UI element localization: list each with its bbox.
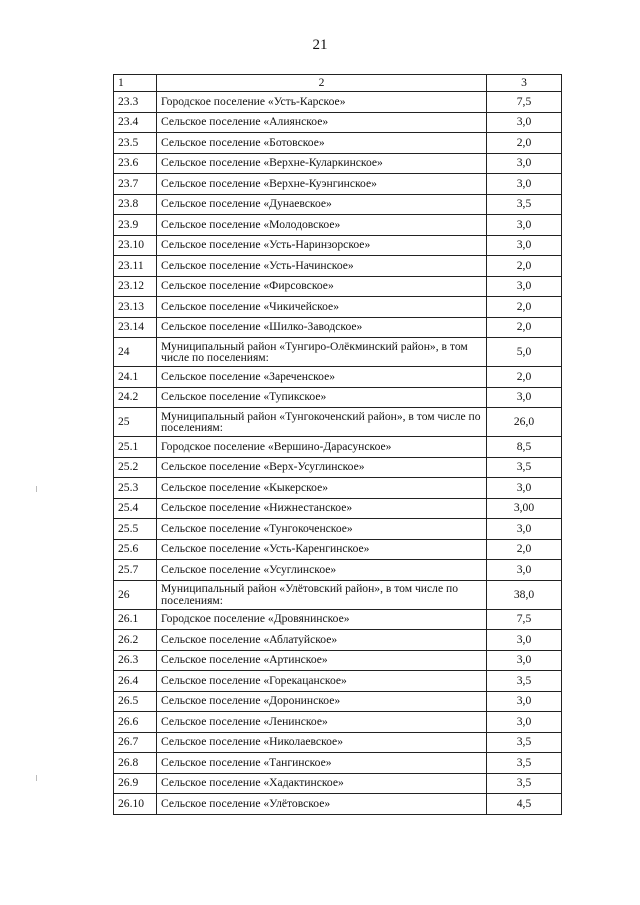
row-number: 26.3	[114, 650, 157, 671]
row-name: Сельское поселение «Дунаевское»	[157, 194, 487, 215]
table-row	[114, 732, 562, 753]
row-value: 2,0	[487, 367, 562, 388]
row-value: 3,0	[487, 215, 562, 236]
row-number: 26.5	[114, 691, 157, 712]
row-name: Сельское поселение «Хадактинское»	[157, 773, 487, 794]
row-value: 3,5	[487, 753, 562, 774]
table-row	[114, 112, 562, 133]
row-name: Сельское поселение «Улётовское»	[157, 794, 487, 815]
row-name: Сельское поселение «Ленинское»	[157, 712, 487, 733]
page-number: 21	[312, 37, 328, 53]
row-value: 7,5	[487, 609, 562, 630]
row-number: 25.5	[114, 519, 157, 540]
table-row	[114, 367, 562, 388]
row-number: 24	[114, 338, 157, 367]
row-number: 23.8	[114, 194, 157, 215]
row-name: Сельское поселение «Кыкерское»	[157, 478, 487, 499]
row-name: Сельское поселение «Молодовское»	[157, 215, 487, 236]
header-col-3: 3	[487, 75, 562, 92]
row-name: Городское поселение «Вершино-Дарасунское»	[157, 437, 487, 458]
table-row	[114, 387, 562, 408]
row-number: 26.2	[114, 630, 157, 651]
row-number: 25.2	[114, 457, 157, 478]
row-number: 26.6	[114, 712, 157, 733]
table-row	[114, 317, 562, 338]
row-value: 3,0	[487, 691, 562, 712]
row-number: 26.7	[114, 732, 157, 753]
table-row	[114, 478, 562, 499]
row-number: 23.9	[114, 215, 157, 236]
header-col-1: 1	[114, 75, 157, 92]
row-value: 3,0	[487, 519, 562, 540]
row-number: 23.7	[114, 174, 157, 195]
row-name: Городское поселение «Дровянинское»	[157, 609, 487, 630]
row-name: Сельское поселение «Доронинское»	[157, 691, 487, 712]
table-row	[114, 630, 562, 651]
row-value: 5,0	[487, 338, 562, 367]
row-value: 3,0	[487, 650, 562, 671]
row-name: Сельское поселение «Артинское»	[157, 650, 487, 671]
row-value: 3,5	[487, 773, 562, 794]
row-number: 25.1	[114, 437, 157, 458]
row-value: 2,0	[487, 297, 562, 318]
row-value: 3,0	[487, 153, 562, 174]
row-value: 38,0	[487, 580, 562, 609]
row-value: 3,0	[487, 630, 562, 651]
table-row	[114, 235, 562, 256]
row-number: 23.11	[114, 256, 157, 277]
row-name: Сельское поселение «Алиянское»	[157, 112, 487, 133]
row-name: Сельское поселение «Шилко-Заводское»	[157, 317, 487, 338]
table-row	[114, 174, 562, 195]
table-row	[114, 609, 562, 630]
row-value: 2,0	[487, 133, 562, 154]
row-value: 4,5	[487, 794, 562, 815]
table-row	[114, 194, 562, 215]
table-row	[114, 133, 562, 154]
row-value: 3,0	[487, 276, 562, 297]
row-number: 25	[114, 408, 157, 437]
row-value: 3,00	[487, 498, 562, 519]
table-row	[114, 92, 562, 113]
table-row	[114, 753, 562, 774]
row-value: 26,0	[487, 408, 562, 437]
row-number: 26.10	[114, 794, 157, 815]
table-row	[114, 297, 562, 318]
table-row	[114, 712, 562, 733]
row-value: 3,0	[487, 174, 562, 195]
row-value: 3,0	[487, 560, 562, 581]
row-number: 26	[114, 580, 157, 609]
row-value: 8,5	[487, 437, 562, 458]
row-name: Сельское поселение «Нижнестанское»	[157, 498, 487, 519]
row-number: 23.5	[114, 133, 157, 154]
table-row	[114, 256, 562, 277]
row-value: 3,0	[487, 387, 562, 408]
row-number: 25.3	[114, 478, 157, 499]
table-row	[114, 794, 562, 815]
allocation-table	[113, 74, 562, 815]
row-value: 3,0	[487, 712, 562, 733]
row-number: 23.14	[114, 317, 157, 338]
table-row	[114, 539, 562, 560]
table-row	[114, 408, 562, 437]
row-name: Сельское поселение «Верх-Усуглинское»	[157, 457, 487, 478]
row-name: Сельское поселение «Тупикское»	[157, 387, 487, 408]
table-row	[114, 560, 562, 581]
row-value: 3,5	[487, 732, 562, 753]
row-name: Сельское поселение «Усуглинское»	[157, 560, 487, 581]
row-number: 26.8	[114, 753, 157, 774]
row-value: 3,0	[487, 235, 562, 256]
table-row	[114, 437, 562, 458]
row-name: Сельское поселение «Усть-Каренгинское»	[157, 539, 487, 560]
row-number: 24.1	[114, 367, 157, 388]
row-number: 26.4	[114, 671, 157, 692]
row-number: 23.6	[114, 153, 157, 174]
table-row	[114, 773, 562, 794]
table-row	[114, 650, 562, 671]
row-name: Сельское поселение «Тангинское»	[157, 753, 487, 774]
table-row	[114, 153, 562, 174]
row-name: Сельское поселение «Ботовское»	[157, 133, 487, 154]
row-number: 26.1	[114, 609, 157, 630]
row-name: Сельское поселение «Верхне-Куларкинское»	[157, 153, 487, 174]
row-name: Сельское поселение «Зареченское»	[157, 367, 487, 388]
table-row	[114, 338, 562, 367]
row-value: 3,0	[487, 478, 562, 499]
row-name: Сельское поселение «Горекацанское»	[157, 671, 487, 692]
row-name: Муниципальный район «Улётовский район», в том числе по поселениям:	[157, 580, 487, 609]
row-value: 3,5	[487, 194, 562, 215]
table-row	[114, 671, 562, 692]
scan-mark	[36, 775, 37, 781]
row-value: 7,5	[487, 92, 562, 113]
row-name: Сельское поселение «Тунгокоченское»	[157, 519, 487, 540]
row-number: 23.3	[114, 92, 157, 113]
table-header-row	[114, 75, 562, 92]
table-row	[114, 498, 562, 519]
row-name: Сельское поселение «Аблатуйское»	[157, 630, 487, 651]
row-number: 23.10	[114, 235, 157, 256]
row-name: Сельское поселение «Николаевское»	[157, 732, 487, 753]
row-number: 25.7	[114, 560, 157, 581]
table-row	[114, 276, 562, 297]
table-row	[114, 580, 562, 609]
row-number: 24.2	[114, 387, 157, 408]
table-row	[114, 519, 562, 540]
scan-mark	[36, 486, 37, 492]
row-name: Городское поселение «Усть-Карское»	[157, 92, 487, 113]
row-value: 3,0	[487, 112, 562, 133]
row-value: 3,5	[487, 457, 562, 478]
row-name: Сельское поселение «Фирсовское»	[157, 276, 487, 297]
table-row	[114, 215, 562, 236]
row-name: Сельское поселение «Усть-Наринзорское»	[157, 235, 487, 256]
header-col-2: 2	[157, 75, 487, 92]
row-name: Муниципальный район «Тунгокоченский район», в том числе по поселениям:	[157, 408, 487, 437]
row-number: 25.4	[114, 498, 157, 519]
row-name: Муниципальный район «Тунгиро-Олёкминский район», в том числе по поселениям:	[157, 338, 487, 367]
row-name: Сельское поселение «Чикичейское»	[157, 297, 487, 318]
row-number: 26.9	[114, 773, 157, 794]
row-value: 2,0	[487, 317, 562, 338]
row-number: 25.6	[114, 539, 157, 560]
row-number: 23.4	[114, 112, 157, 133]
row-name: Сельское поселение «Верхне-Куэнгинское»	[157, 174, 487, 195]
table-row	[114, 457, 562, 478]
row-value: 2,0	[487, 539, 562, 560]
table-row	[114, 691, 562, 712]
row-number: 23.13	[114, 297, 157, 318]
row-number: 23.12	[114, 276, 157, 297]
row-name: Сельское поселение «Усть-Начинское»	[157, 256, 487, 277]
row-value: 3,5	[487, 671, 562, 692]
row-value: 2,0	[487, 256, 562, 277]
